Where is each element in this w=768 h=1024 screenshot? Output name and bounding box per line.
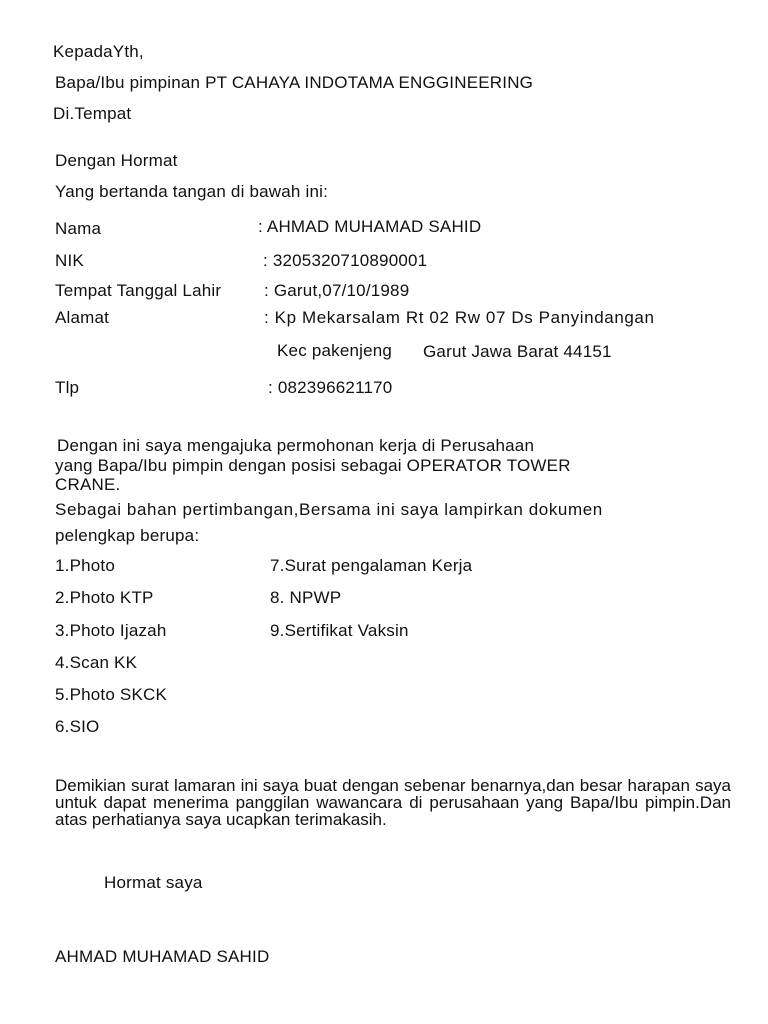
- document-item: 7.Surat pengalaman Kerja: [270, 556, 473, 575]
- nik-label: NIK: [55, 251, 84, 270]
- document-item: 1.Photo: [55, 556, 116, 575]
- closing-paragraph: Demikian surat lamaran ini saya buat dengan sebenar benarnya,dan besar harapan saya untuk dapat menerima panggilan wawancara di perusahaan yang Bapa/Ibu pimpin.Dan atas perhatianya saya ucapkan terimakasih.: [55, 776, 731, 829]
- application-line-3: CRANE.: [55, 475, 121, 494]
- phone-label: Tlp: [55, 378, 80, 397]
- intro-text: Yang bertanda tangan di bawah ini:: [55, 182, 329, 201]
- document-item: 2.Photo KTP: [55, 588, 154, 607]
- address-value-line-2a: Kec pakenjeng: [277, 341, 393, 360]
- birth-value: : Garut,07/10/1989: [264, 281, 410, 300]
- birth-label: Tempat Tanggal Lahir: [55, 281, 222, 300]
- salutation: KepadaYth,: [53, 42, 144, 61]
- recipient: Bapa/Ibu pimpinan PT CAHAYA INDOTAMA ENGGINEERING: [55, 73, 534, 92]
- document-item: 3.Photo Ijazah: [55, 621, 167, 640]
- document-item: 9.Sertifikat Vaksin: [270, 621, 409, 640]
- name-label: Nama: [55, 219, 102, 238]
- address-value-line-2b: Garut Jawa Barat 44151: [423, 342, 612, 361]
- document-item: 4.Scan KK: [55, 653, 138, 672]
- address-label: Alamat: [55, 308, 110, 327]
- greeting: Dengan Hormat: [55, 151, 178, 170]
- application-line-1: Dengan ini saya mengajuka permohonan kerja di Perusahaan: [57, 436, 535, 455]
- regards: Hormat saya: [104, 873, 203, 892]
- location: Di.Tempat: [53, 104, 132, 123]
- document-item: 6.SIO: [55, 717, 100, 736]
- application-line-2: yang Bapa/Ibu pimpin dengan posisi sebagai OPERATOR TOWER: [55, 456, 571, 475]
- address-value-line-1: : Kp Mekarsalam Rt 02 Rw 07 Ds Panyindangan: [264, 308, 655, 327]
- name-value: : AHMAD MUHAMAD SAHID: [258, 217, 482, 236]
- document-item: 5.Photo SKCK: [55, 685, 168, 704]
- attachment-intro-line-2: pelengkap berupa:: [55, 526, 200, 545]
- attachment-intro-line-1: Sebagai bahan pertimbangan,Bersama ini saya lampirkan dokumen: [55, 500, 603, 519]
- nik-value: : 3205320710890001: [263, 251, 428, 270]
- document-item: 8. NPWP: [270, 588, 342, 607]
- phone-value: : 082396621170: [268, 378, 393, 397]
- signatory-name: AHMAD MUHAMAD SAHID: [55, 947, 270, 966]
